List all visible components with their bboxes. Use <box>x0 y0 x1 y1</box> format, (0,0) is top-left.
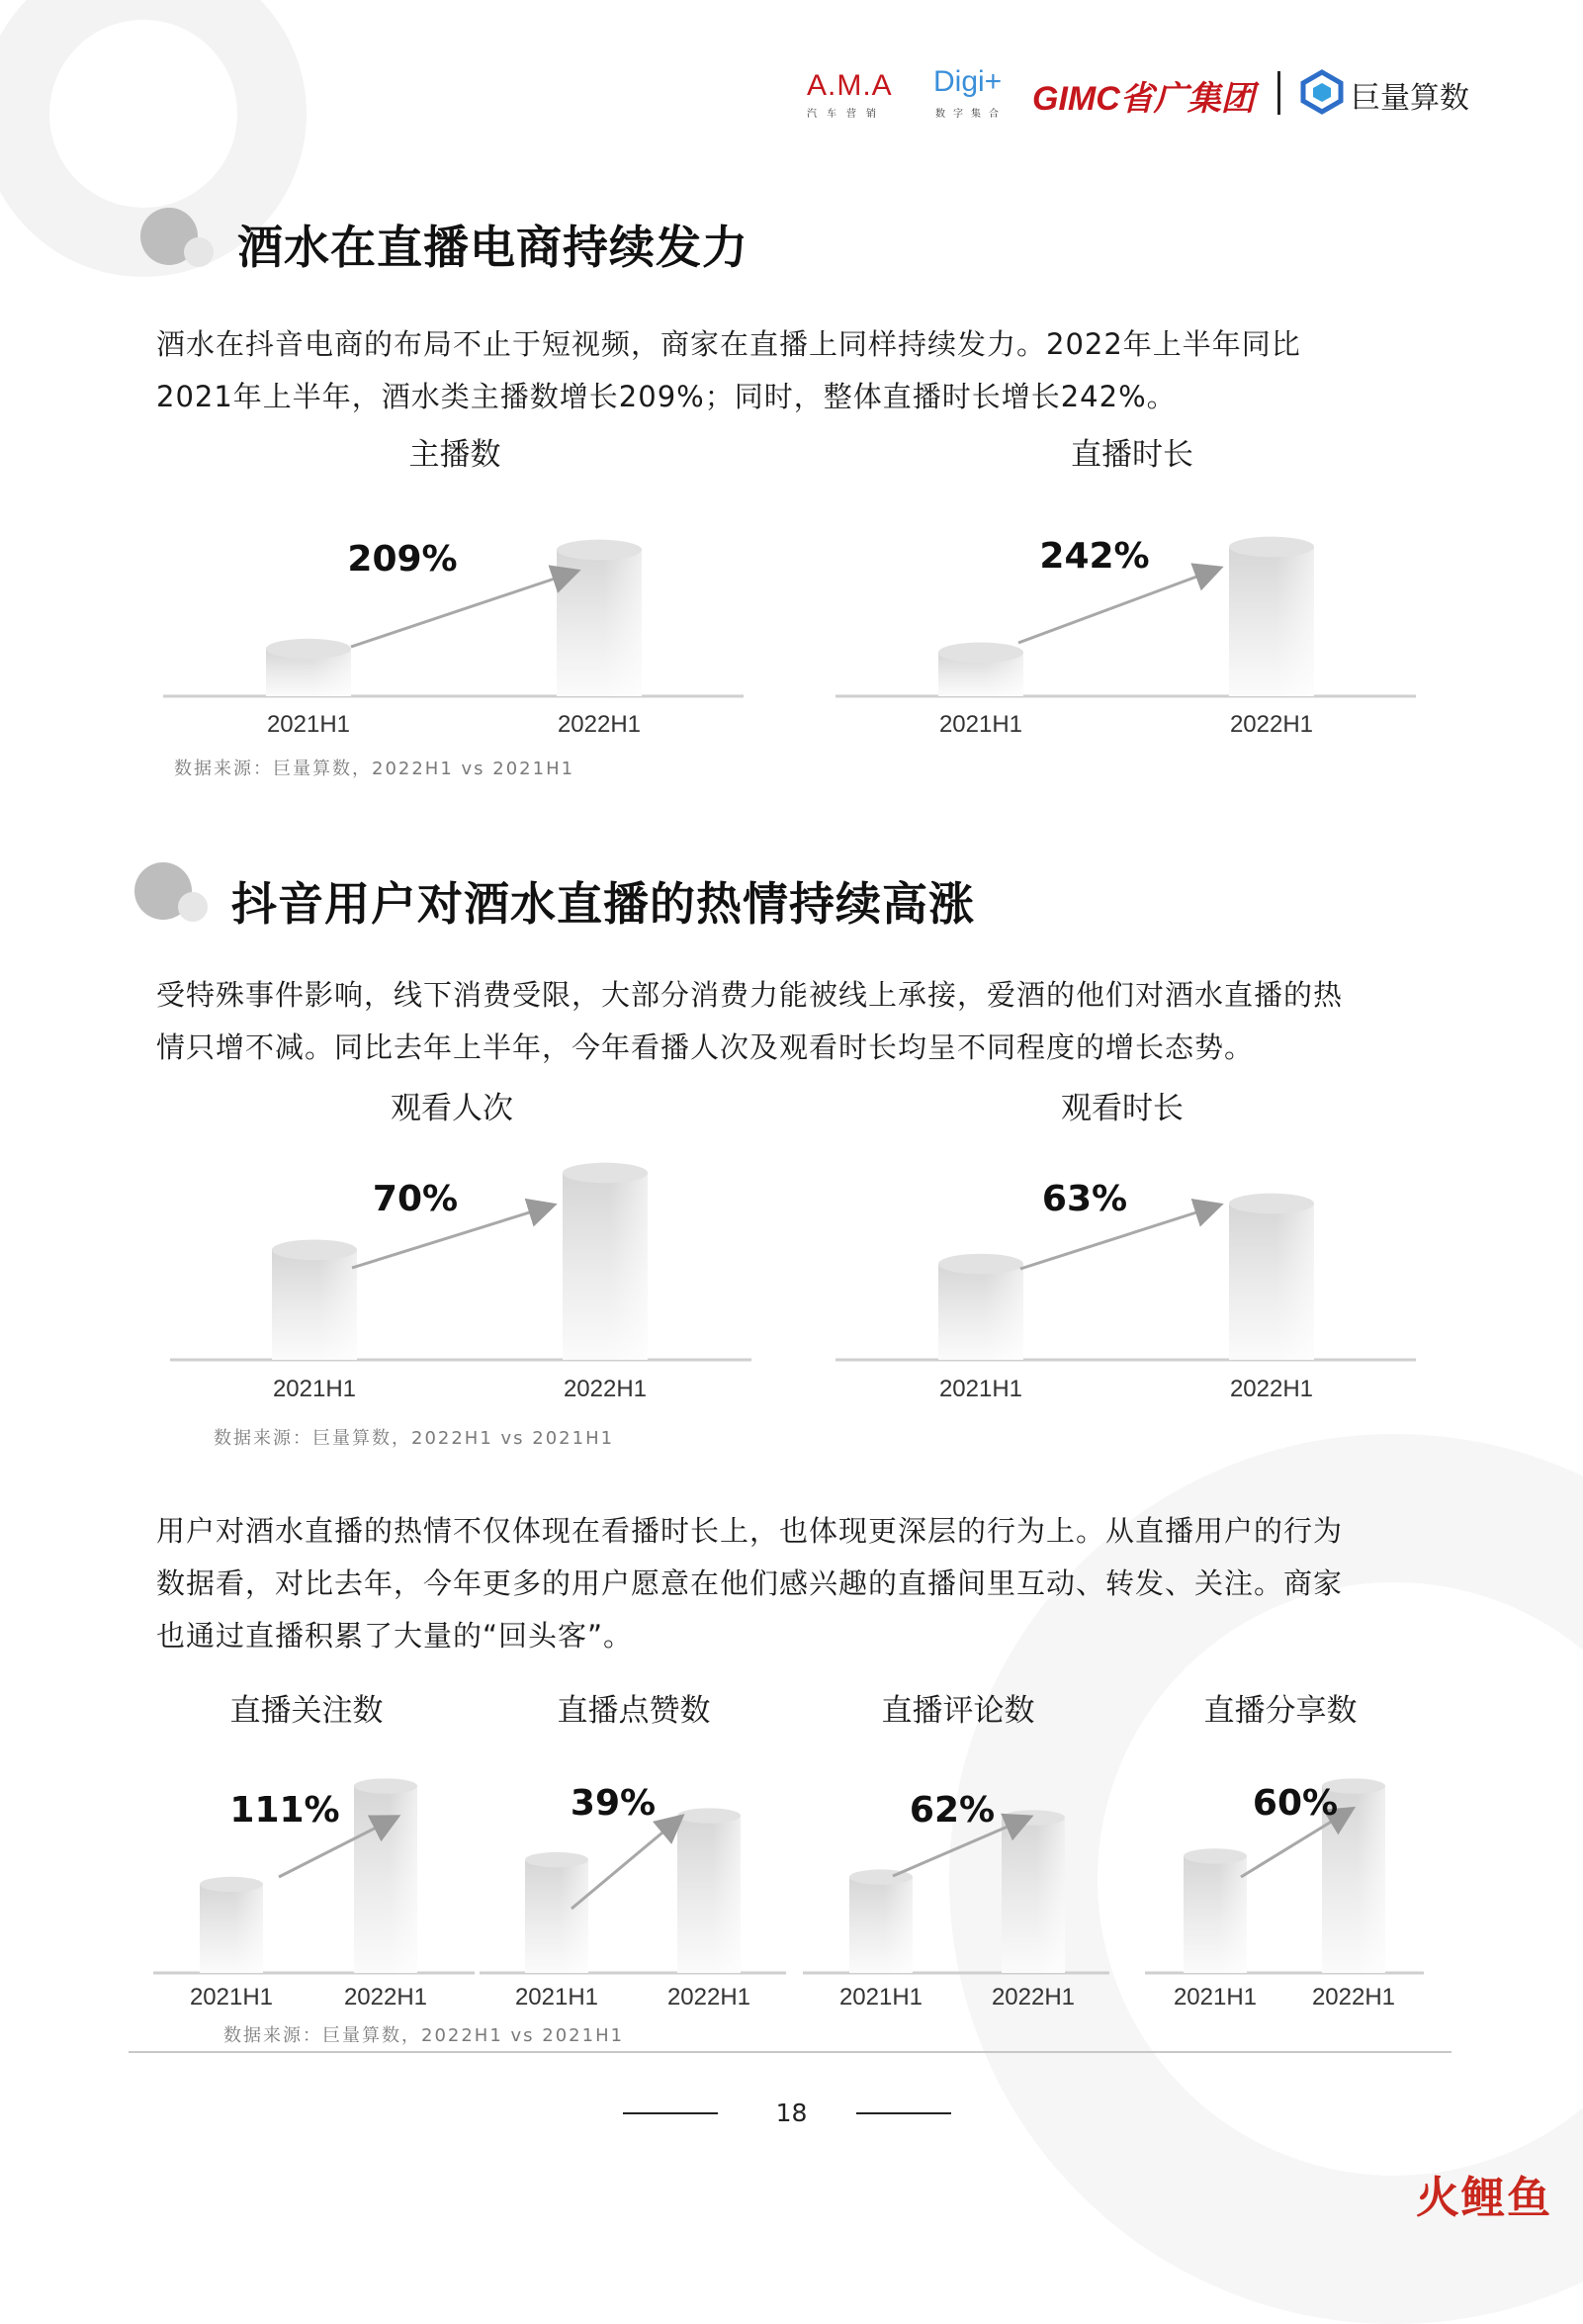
x-tick-label: 2021H1 <box>938 711 1023 738</box>
x-tick-label: 2022H1 <box>1229 1376 1314 1402</box>
data-source-note: 数据来源：巨量算数，2022H1 vs 2021H1 <box>214 1428 615 1449</box>
growth-label: 111% <box>229 1790 340 1831</box>
juliang-logo-text: 巨量算数 <box>1351 81 1469 116</box>
chart-title: 主播数 <box>408 437 501 473</box>
chart-bar <box>1184 1848 1247 1973</box>
gimc-logo: GIMC省广集团 <box>1032 80 1255 118</box>
data-source-note: 数据来源：巨量算数，2022H1 vs 2021H1 <box>174 759 575 779</box>
chart-title: 直播点赞数 <box>557 1693 711 1729</box>
x-tick-label: 2022H1 <box>557 711 642 738</box>
x-tick-label: 2021H1 <box>514 1984 599 2011</box>
bar-top <box>1184 1848 1247 1863</box>
paragraph-line: 也通过直播积累了大量的“回头客”。 <box>156 1619 634 1653</box>
section-title: 酒水在直播电商持续发力 <box>237 221 748 274</box>
x-tick-label: 2021H1 <box>1173 1984 1258 2011</box>
page-number: 18 <box>775 2099 808 2127</box>
digi-logo-subtitle: 数字集合 <box>935 109 1007 120</box>
ama-logo-subtitle: 汽车营销 <box>807 109 886 120</box>
paragraph-line: 酒水在抖音电商的布局不止于短视频，商家在直播上同样持续发力。2022年上半年同比 <box>156 327 1301 361</box>
growth-label: 62% <box>909 1790 996 1831</box>
x-tick-label: 2022H1 <box>666 1984 751 2011</box>
x-tick-label: 2022H1 <box>343 1984 428 2011</box>
x-tick-label: 2021H1 <box>266 711 351 738</box>
digi-logo: Digi+ <box>933 65 1003 98</box>
chart-title: 直播评论数 <box>881 1693 1035 1729</box>
chart-title: 直播时长 <box>1071 437 1193 473</box>
footer-divider <box>129 2051 1451 2053</box>
chart-title: 观看时长 <box>1061 1091 1184 1126</box>
growth-label: 242% <box>1039 536 1150 577</box>
x-tick-label: 2022H1 <box>1311 1984 1396 2011</box>
x-tick-label: 2021H1 <box>838 1984 923 2011</box>
watermark-logo: 火鲤鱼 <box>1416 2173 1552 2223</box>
paragraph-line: 2021年上半年，酒水类主播数增长209%；同时，整体直播时长增长242%。 <box>156 380 1177 413</box>
growth-label: 63% <box>1041 1179 1128 1219</box>
paragraph-line: 受特殊事件影响，线下消费受限，大部分消费力能被线上承接，爱酒的他们对酒水直播的热 <box>156 978 1344 1012</box>
section-title: 抖音用户对酒水直播的热情持续高涨 <box>231 877 975 931</box>
x-tick-label: 2021H1 <box>189 1984 274 2011</box>
paragraph-line: 数据看，对比去年，今年更多的用户愿意在他们感兴趣的直播间里互动、转发、关注。商家 <box>156 1566 1344 1600</box>
growth-label: 60% <box>1252 1783 1339 1824</box>
x-tick-label: 2021H1 <box>272 1376 357 1402</box>
x-tick-label: 2022H1 <box>1229 711 1314 738</box>
chart-title: 观看人次 <box>391 1091 513 1126</box>
chart-title: 直播分享数 <box>1203 1693 1358 1729</box>
x-tick-label: 2021H1 <box>938 1376 1023 1402</box>
growth-label: 39% <box>570 1783 657 1824</box>
bar-highlight <box>1218 1856 1247 1973</box>
ama-logo: A.M.A <box>807 69 893 102</box>
page-number-dash-right <box>856 2112 951 2114</box>
paragraph-line: 用户对酒水直播的热情不仅体现在看播时长上，也体现更深层的行为上。从直播用户的行为 <box>156 1514 1344 1548</box>
data-source-note: 数据来源：巨量算数，2022H1 vs 2021H1 <box>223 2025 625 2046</box>
paragraph-line: 情只增不减。同比去年上半年，今年看播人次及观看时长均呈不同程度的增长态势。 <box>156 1030 1255 1064</box>
growth-label: 209% <box>347 539 458 580</box>
chart-title: 直播关注数 <box>229 1693 384 1729</box>
x-tick-label: 2022H1 <box>991 1984 1076 2011</box>
x-tick-label: 2022H1 <box>563 1376 648 1402</box>
bar-highlight <box>1357 1786 1385 1973</box>
growth-label: 70% <box>372 1179 459 1219</box>
